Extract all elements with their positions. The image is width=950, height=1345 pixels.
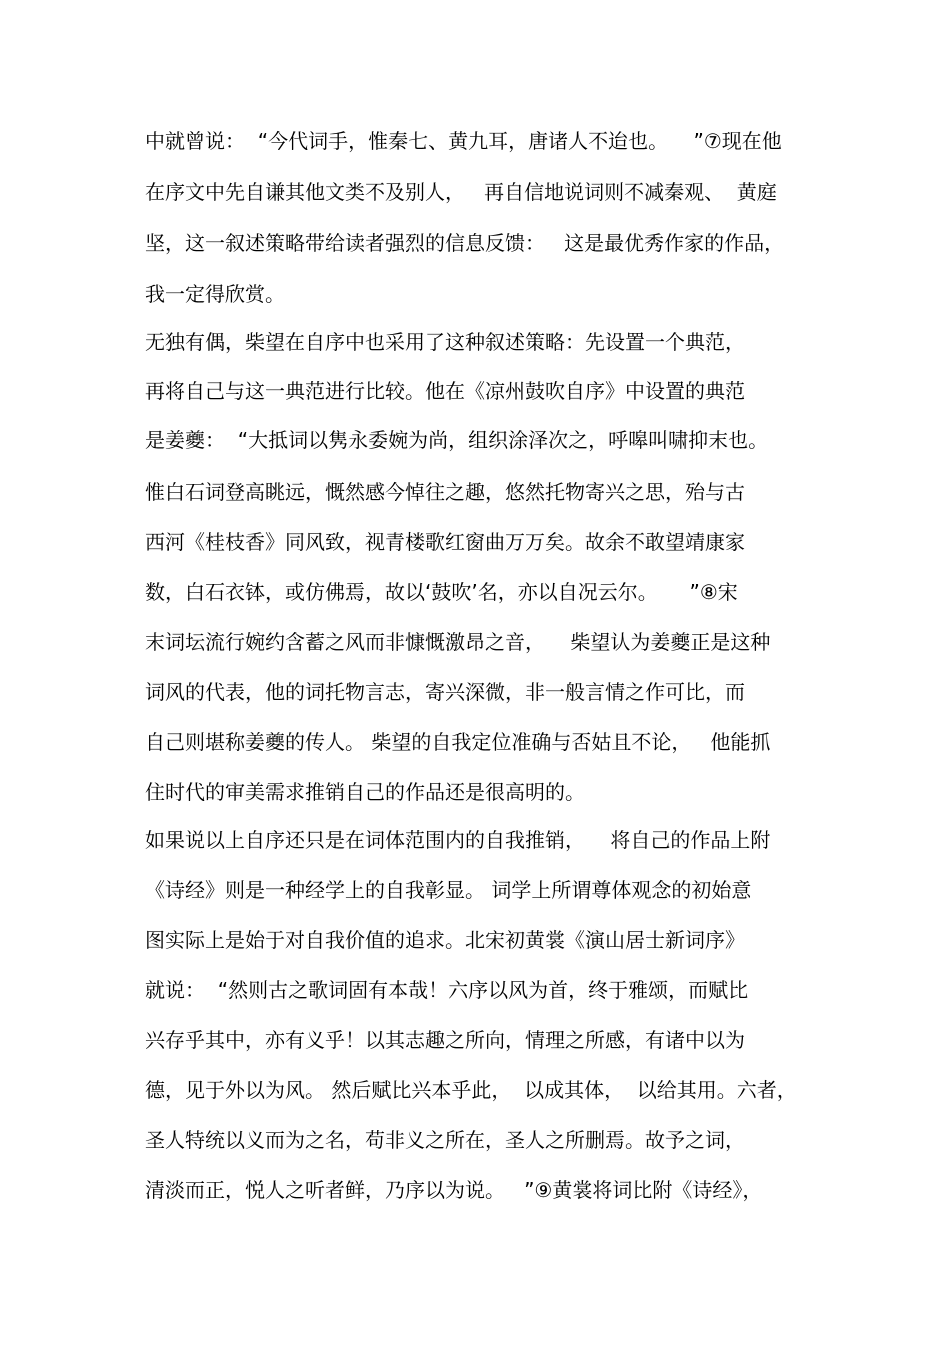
text-line: 惟白石词登高眺远，慨然感今悼往之趣，悠然托物寄兴之思，殆与古	[145, 480, 745, 504]
text-line: 《诗经》则是一种经学上的自我彰显。 词学上所谓尊体观念的初始意	[145, 878, 752, 902]
text-line: 自己则堪称姜夔的传人。 柴望的自我定位准确与否姑且不论， 他能抓	[145, 730, 771, 754]
text-line: 无独有偶，柴望在自序中也采用了这种叙述策略：先设置一个典范，	[145, 330, 745, 354]
text-line: 圣人特统以义而为之名，苟非义之所在，圣人之所删焉。故予之词，	[145, 1128, 745, 1152]
text-line: 兴存乎其中，亦有义乎！以其志趣之所向，情理之所感，有诸中以为	[145, 1028, 745, 1052]
text-line: 西河《桂枝香》同风致，视青楼歌红窗曲万万矣。故余不敢望靖康家	[145, 530, 745, 554]
text-line: 坚，这一叙述策略带给读者强烈的信息反馈： 这是最优秀作家的作品，	[145, 231, 785, 255]
text-line: 再将自己与这一典范进行比较。他在《凉州鼓吹自序》中设置的典范	[145, 379, 745, 403]
text-line: 德，见于外以为风。 然后赋比兴本乎此， 以成其体， 以给其用。六者，	[145, 1078, 797, 1102]
text-line: 在序文中先自谦其他文类不及别人， 再自信地说词则不减秦观、 黄庭	[145, 180, 777, 204]
text-line: 如果说以上自序还只是在词体范围内的自我推销， 将自己的作品上附	[145, 828, 771, 852]
text-line: 词风的代表，他的词托物言志，寄兴深微，非一般言情之作可比，而	[145, 680, 745, 704]
text-line: 是姜夔： “大抵词以隽永委婉为尚，组织涂泽次之，呼嗥叫啸抑末也。	[145, 428, 769, 452]
text-line: 中就曾说： “今代词手，惟秦七、黄九耳，唐诸人不迨也。 ”⑦现在他	[145, 129, 782, 153]
text-line: 数，白石衣钵，或仿佛焉，故以‘鼓吹’名，亦以自况云尔。 ”⑧宋	[145, 580, 738, 604]
text-line: 末词坛流行婉约含蓄之风而非慷慨激昂之音， 柴望认为姜夔正是这种	[145, 630, 771, 654]
text-line: 就说： “然则古之歌词固有本哉！六序以风为首，终于雅颂，而赋比	[145, 978, 749, 1002]
text-line: 图实际上是始于对自我价值的追求。北宋初黄裳《演山居士新词序》	[145, 928, 745, 952]
text-line: 住时代的审美需求推销自己的作品还是很高明的。	[145, 780, 585, 804]
text-line: 我一定得欣赏。	[145, 282, 285, 306]
text-line: 清淡而正，悦人之听者鲜，乃序以为说。 ”⑨黄裳将词比附《诗经》，	[145, 1178, 763, 1202]
